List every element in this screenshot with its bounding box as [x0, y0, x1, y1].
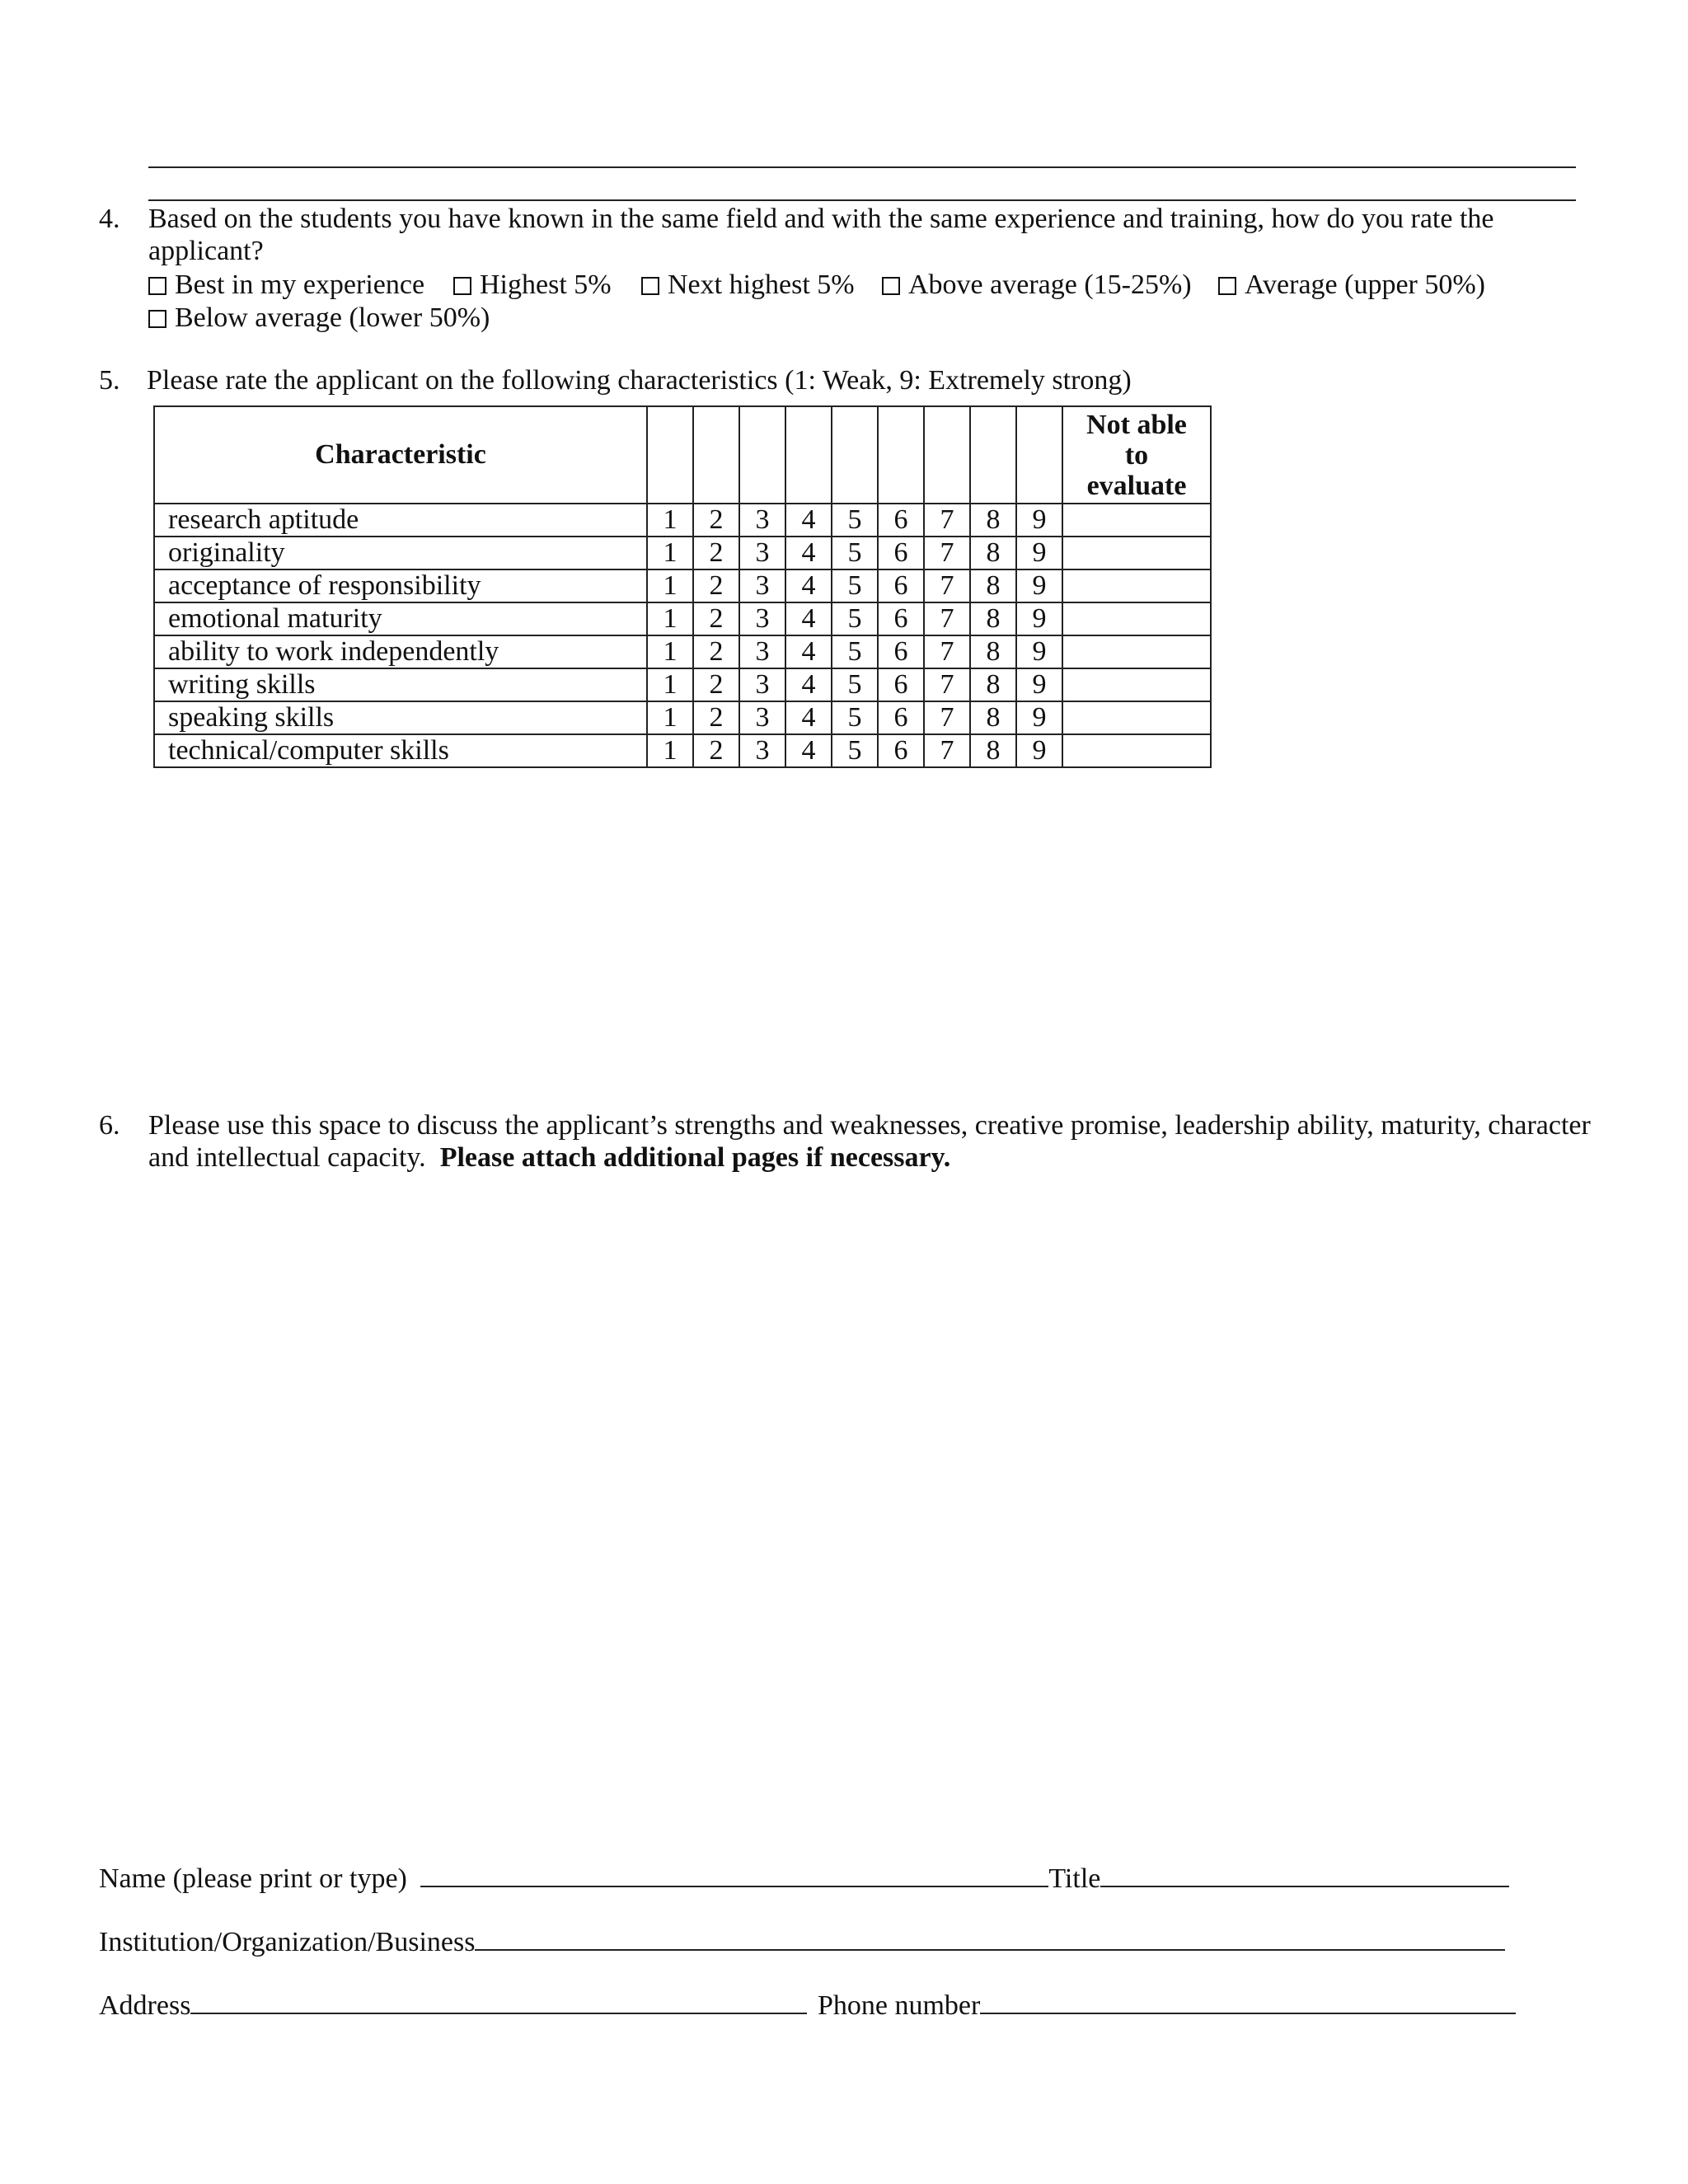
rating-option-5[interactable]: 5: [832, 504, 878, 537]
rating-option-3[interactable]: 3: [739, 668, 785, 701]
table-row: [154, 701, 1211, 734]
q4-number: 4.: [99, 204, 120, 234]
rating-option-9[interactable]: 9: [1016, 668, 1062, 701]
rating-option-7[interactable]: 7: [924, 734, 970, 767]
rating-option-2[interactable]: 2: [693, 734, 739, 767]
rating-option-4[interactable]: 4: [785, 701, 832, 734]
rating-option-7[interactable]: 7: [924, 602, 970, 635]
rating-option-3[interactable]: 3: [739, 569, 785, 602]
address-row: [99, 1988, 1516, 2022]
characteristic-label: writing skills: [154, 668, 647, 701]
not-able-to-evaluate-cell[interactable]: [1062, 734, 1211, 767]
q4-option-above-average[interactable]: [882, 269, 1192, 301]
rating-option-1[interactable]: 1: [647, 569, 693, 602]
rating-option-6[interactable]: 6: [878, 734, 924, 767]
option-label: Best in my experience: [175, 269, 425, 300]
option-label: Highest 5%: [480, 269, 612, 300]
header-blank: [970, 406, 1016, 504]
institution-field[interactable]: [475, 1924, 1505, 1951]
name-field[interactable]: [420, 1861, 1048, 1887]
header-blank: [1016, 406, 1062, 504]
address-field[interactable]: [190, 1988, 807, 2014]
q4-option-average[interactable]: [1218, 269, 1485, 301]
checkbox[interactable]: [1218, 277, 1236, 295]
q6-text-line2: [148, 1141, 950, 1174]
rating-option-9[interactable]: 9: [1016, 635, 1062, 668]
rating-option-8[interactable]: 8: [970, 635, 1016, 668]
checkbox[interactable]: [453, 277, 471, 295]
rating-option-2[interactable]: 2: [693, 504, 739, 537]
characteristic-label: research aptitude: [154, 504, 647, 537]
table-row: [154, 504, 1211, 537]
rating-option-8[interactable]: 8: [970, 569, 1016, 602]
rating-option-9[interactable]: 9: [1016, 537, 1062, 569]
rating-option-4[interactable]: 4: [785, 635, 832, 668]
rating-option-4[interactable]: 4: [785, 537, 832, 569]
rating-option-7[interactable]: 7: [924, 701, 970, 734]
phone-label: Phone number: [817, 1990, 981, 2021]
header-blank: [647, 406, 693, 504]
rating-option-7[interactable]: 7: [924, 635, 970, 668]
rating-option-2[interactable]: 2: [693, 602, 739, 635]
rating-option-5[interactable]: 5: [832, 635, 878, 668]
rating-option-1[interactable]: 1: [647, 701, 693, 734]
rating-option-7[interactable]: 7: [924, 668, 970, 701]
not-able-to-evaluate-cell[interactable]: [1062, 701, 1211, 734]
header-blank: [785, 406, 832, 504]
rating-option-2[interactable]: 2: [693, 701, 739, 734]
not-able-to-evaluate-cell[interactable]: [1062, 668, 1211, 701]
rating-option-1[interactable]: 1: [647, 537, 693, 569]
table-row: [154, 734, 1211, 767]
rating-option-4[interactable]: 4: [785, 668, 832, 701]
header-blank: [832, 406, 878, 504]
rating-option-9[interactable]: 9: [1016, 602, 1062, 635]
rating-option-1[interactable]: 1: [647, 734, 693, 767]
checkbox[interactable]: [148, 277, 166, 295]
rating-option-5[interactable]: 5: [832, 668, 878, 701]
header-blank: [693, 406, 739, 504]
characteristic-label: emotional maturity: [154, 602, 647, 635]
rating-option-6[interactable]: 6: [878, 537, 924, 569]
table-row: [154, 537, 1211, 569]
rating-option-9[interactable]: 9: [1016, 734, 1062, 767]
q6-text-bold: Please attach additional pages if necessary.: [439, 1142, 951, 1173]
rating-option-5[interactable]: 5: [832, 569, 878, 602]
name-label: Name (please print or type): [99, 1863, 407, 1894]
rating-table-header: [154, 406, 1211, 504]
rating-option-9[interactable]: 9: [1016, 701, 1062, 734]
rating-option-6[interactable]: 6: [878, 504, 924, 537]
rating-option-3[interactable]: 3: [739, 701, 785, 734]
characteristic-label: speaking skills: [154, 701, 647, 734]
rating-option-4[interactable]: 4: [785, 602, 832, 635]
option-label: Next highest 5%: [668, 269, 855, 300]
rating-option-5[interactable]: 5: [832, 734, 878, 767]
rating-option-3[interactable]: 3: [739, 602, 785, 635]
rating-option-7[interactable]: 7: [924, 504, 970, 537]
not-able-to-evaluate-cell[interactable]: [1062, 569, 1211, 602]
rating-option-3[interactable]: 3: [739, 635, 785, 668]
title-field[interactable]: [1100, 1861, 1509, 1887]
rating-option-8[interactable]: 8: [970, 734, 1016, 767]
not-able-to-evaluate-cell[interactable]: [1062, 602, 1211, 635]
rating-option-8[interactable]: 8: [970, 537, 1016, 569]
name-row: [99, 1861, 1509, 1895]
rating-option-6[interactable]: 6: [878, 635, 924, 668]
rating-option-2[interactable]: 2: [693, 569, 739, 602]
header-characteristic: Characteristic: [154, 406, 647, 504]
q4-option-below-average[interactable]: [148, 302, 490, 334]
q6-text-plain: and intellectual capacity.: [148, 1142, 426, 1173]
table-row: [154, 602, 1211, 635]
rating-option-6[interactable]: 6: [878, 701, 924, 734]
rating-option-7[interactable]: 7: [924, 537, 970, 569]
option-label: Average (upper 50%): [1245, 269, 1486, 300]
checkbox[interactable]: [148, 310, 166, 328]
title-label: Title: [1048, 1863, 1101, 1894]
rating-option-1[interactable]: 1: [647, 602, 693, 635]
rating-option-5[interactable]: 5: [832, 701, 878, 734]
rating-option-1[interactable]: 1: [647, 635, 693, 668]
rating-option-2[interactable]: 2: [693, 635, 739, 668]
q4-option-next-highest-5[interactable]: [641, 269, 855, 301]
table-row: [154, 569, 1211, 602]
rating-option-8[interactable]: 8: [970, 504, 1016, 537]
table-row: [154, 668, 1211, 701]
header-blank: [924, 406, 970, 504]
not-able-to-evaluate-cell[interactable]: [1062, 537, 1211, 569]
q4-option-highest-5[interactable]: [453, 269, 612, 301]
rating-option-4[interactable]: 4: [785, 569, 832, 602]
q4-text-line1: Based on the students you have known in the same field and with the same experience and training, how do you rate the: [148, 204, 1494, 234]
rating-option-2[interactable]: 2: [693, 668, 739, 701]
not-able-to-evaluate-cell[interactable]: [1062, 635, 1211, 668]
rating-table: [153, 405, 1212, 768]
rating-option-3[interactable]: 3: [739, 504, 785, 537]
q4-option-best[interactable]: [148, 269, 424, 301]
answer-line-2[interactable]: [148, 199, 1576, 201]
rating-option-3[interactable]: 3: [739, 734, 785, 767]
checkbox[interactable]: [641, 277, 659, 295]
q6-number: 6.: [99, 1110, 120, 1141]
header-not-able-to-evaluate: Not able to evaluate: [1062, 406, 1211, 504]
q6-response-area[interactable]: [148, 1187, 1576, 1830]
q5-number: 5.: [99, 365, 120, 396]
rating-option-5[interactable]: 5: [832, 602, 878, 635]
q6-text-line1: Please use this space to discuss the applicant’s strengths and weaknesses, creative promise, leadership ability, maturity, character: [148, 1110, 1591, 1141]
rating-option-7[interactable]: 7: [924, 569, 970, 602]
q5-text: Please rate the applicant on the following characteristics (1: Weak, 9: Extremely strong): [147, 365, 1132, 396]
rating-option-6[interactable]: 6: [878, 602, 924, 635]
rating-option-2[interactable]: 2: [693, 537, 739, 569]
option-label: Above average (15-25%): [908, 269, 1192, 300]
rating-option-6[interactable]: 6: [878, 569, 924, 602]
table-row: [154, 635, 1211, 668]
header-blank: [878, 406, 924, 504]
rating-option-4[interactable]: 4: [785, 734, 832, 767]
rating-option-8[interactable]: 8: [970, 602, 1016, 635]
rating-option-1[interactable]: 1: [647, 668, 693, 701]
option-label: Below average (lower 50%): [175, 302, 490, 333]
checkbox[interactable]: [882, 277, 900, 295]
characteristic-label: acceptance of responsibility: [154, 569, 647, 602]
rating-option-8[interactable]: 8: [970, 668, 1016, 701]
rating-option-9[interactable]: 9: [1016, 504, 1062, 537]
rating-option-5[interactable]: 5: [832, 537, 878, 569]
institution-label: Institution/Organization/Business: [99, 1927, 476, 1957]
phone-field[interactable]: [980, 1988, 1516, 2014]
institution-row: [99, 1924, 1505, 1958]
rating-option-9[interactable]: 9: [1016, 569, 1062, 602]
characteristic-label: originality: [154, 537, 647, 569]
header-blank: [739, 406, 785, 504]
rating-option-1[interactable]: 1: [647, 504, 693, 537]
answer-line-1[interactable]: [148, 166, 1576, 168]
characteristic-label: ability to work independently: [154, 635, 647, 668]
rating-option-3[interactable]: 3: [739, 537, 785, 569]
q4-text-line2: applicant?: [148, 236, 264, 266]
rating-option-8[interactable]: 8: [970, 701, 1016, 734]
rating-option-6[interactable]: 6: [878, 668, 924, 701]
not-able-to-evaluate-cell[interactable]: [1062, 504, 1211, 537]
rating-option-4[interactable]: 4: [785, 504, 832, 537]
characteristic-label: technical/computer skills: [154, 734, 647, 767]
address-label: Address: [99, 1990, 191, 2021]
